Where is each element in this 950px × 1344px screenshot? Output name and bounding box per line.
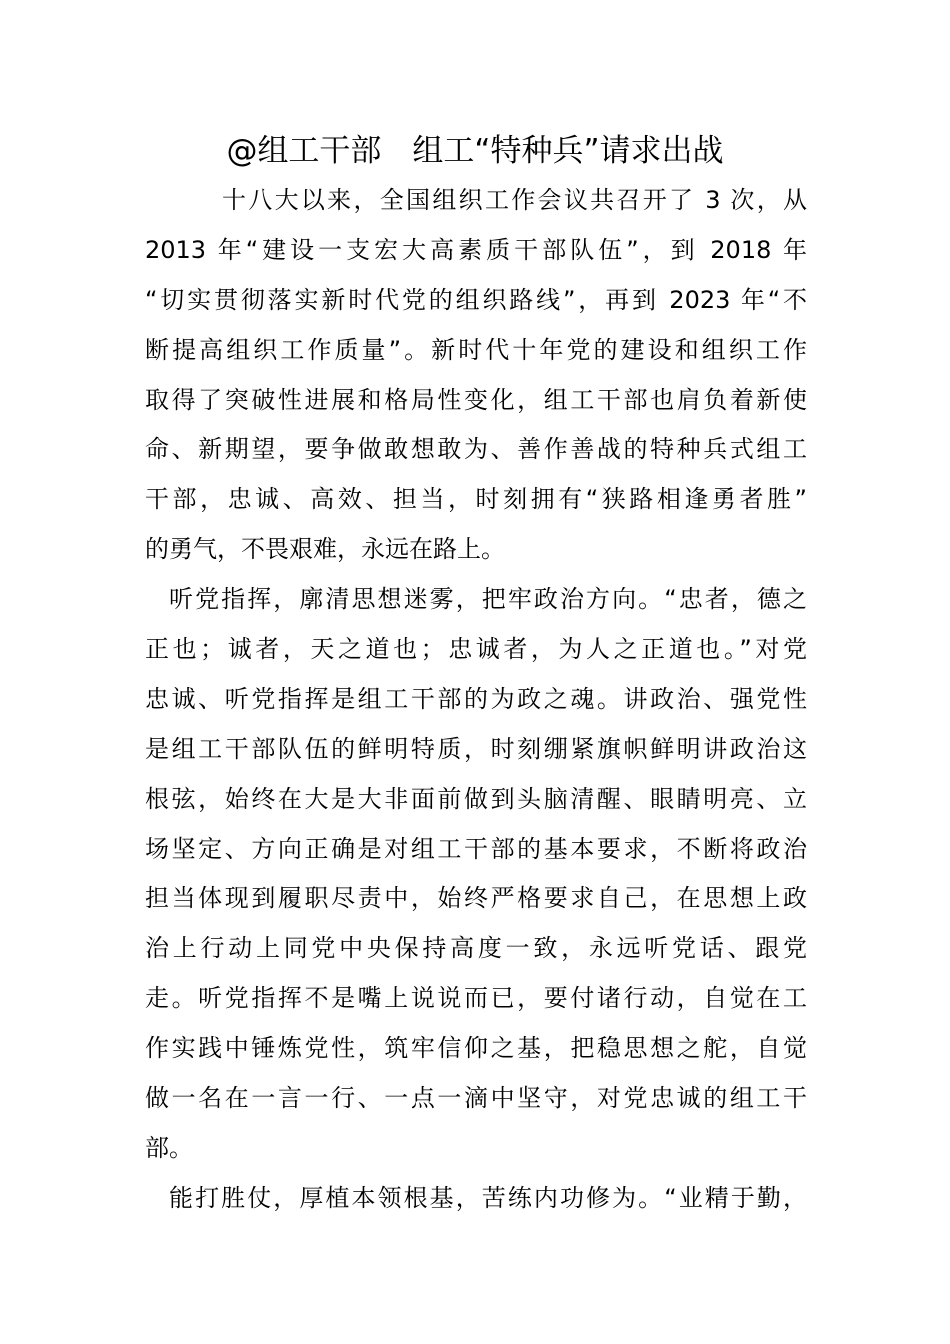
paragraph bbox=[145, 176, 807, 575]
text-line: 是组工干部队伍的鲜明特质，时刻绷紧旗帜鲜明讲政治这 bbox=[145, 734, 807, 763]
text-line: 场坚定、方向正确是对组工干部的基本要求，不断将政治 bbox=[145, 834, 807, 863]
document-title: @组工干部 组工“特种兵”请求出战 bbox=[226, 133, 724, 169]
paragraph bbox=[145, 1174, 807, 1224]
text-line: 干部，忠诚、高效、担当，时刻拥有“狭路相逢勇者胜” bbox=[145, 485, 807, 514]
text-line: 做一名在一言一行、一点一滴中坚守，对党忠诚的组工干 bbox=[145, 1084, 807, 1113]
text-line: 断提高组织工作质量”。新时代十年党的建设和组织工作 bbox=[145, 335, 807, 364]
document-body bbox=[145, 176, 807, 1224]
text-line: 部。 bbox=[145, 1133, 193, 1162]
text-line: 正也；诚者，天之道也；忠诚者，为人之正道也。”对党 bbox=[145, 635, 807, 664]
paragraph bbox=[145, 575, 807, 1174]
text-line: 十八大以来，全国组织工作会议共召开了 3 次，从 bbox=[222, 186, 807, 214]
text-line: 能打胜仗，厚植本领根基，苦练内功修为。“业精于勤， bbox=[169, 1183, 807, 1212]
text-line: 担当体现到履职尽责中，始终严格要求自己，在思想上政 bbox=[145, 884, 807, 913]
text-line: 忠诚、听党指挥是组工干部的为政之魂。讲政治、强党性 bbox=[145, 684, 807, 713]
text-line: 治上行动上同党中央保持高度一致，永远听党话、跟党 bbox=[145, 934, 807, 963]
text-line: 命、新期望，要争做敢想敢为、善作善战的特种兵式组工 bbox=[145, 435, 807, 464]
text-line: 的勇气，不畏艰难，永远在路上。 bbox=[145, 535, 505, 564]
text-line: 取得了突破性进展和格局性变化，组工干部也肩负着新使 bbox=[145, 385, 807, 414]
text-line: 根弦，始终在大是大非面前做到头脑清醒、眼睛明亮、立 bbox=[145, 784, 807, 813]
text-line: 走。听党指挥不是嘴上说说而已，要付诸行动，自觉在工 bbox=[145, 984, 807, 1013]
text-line: 2013 年“建设一支宏大高素质干部队伍”，到 2018 年 bbox=[145, 235, 807, 264]
text-line: 作实践中锤炼党性，筑牢信仰之基，把稳思想之舵，自觉 bbox=[145, 1034, 807, 1063]
text-line: “切实贯彻落实新时代党的组织路线”，再到 2023 年“不 bbox=[145, 285, 807, 314]
text-line: 听党指挥，廓清思想迷雾，把牢政治方向。“忠者，德之 bbox=[169, 585, 807, 614]
